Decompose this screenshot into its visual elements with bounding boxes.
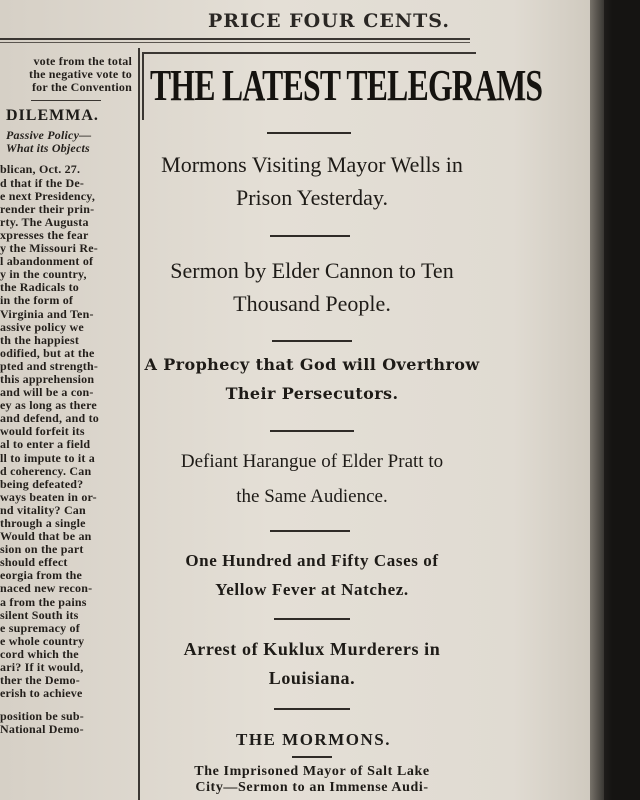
- deck-rule: [270, 530, 350, 532]
- main-headline: THE LATEST TELEGRAMS: [150, 61, 543, 110]
- left-body-line: should effect: [0, 555, 68, 570]
- deck-4-line: the Same Audience.: [236, 486, 388, 507]
- left-body-line: y in the country,: [0, 267, 87, 282]
- left-body-line: Would that be an: [0, 529, 92, 544]
- left-subtitle-line: Passive Policy—: [6, 128, 92, 143]
- left-body-line: pted and strength-: [0, 358, 99, 373]
- left-body-line: and defend, and to: [0, 411, 99, 426]
- left-body-line: Virginia and Ten-: [0, 306, 94, 321]
- deck-3-line: Their Persecutors.: [225, 384, 399, 403]
- deck-rule: [270, 430, 354, 432]
- left-column: [0, 55, 132, 800]
- deck-6-line: Louisiana.: [268, 668, 356, 688]
- deck-2-line: Sermon by Elder Cannon to Ten: [170, 258, 454, 283]
- left-body-line: position be sub-: [0, 709, 84, 724]
- deck-4: [142, 444, 482, 514]
- deck-rule: [274, 708, 350, 710]
- left-body-line: ey as long as there: [0, 398, 97, 413]
- section-deck-line: City—Sermon to an Immense Audi-: [195, 780, 429, 795]
- left-body-line: ther the Demo-: [0, 673, 80, 688]
- left-body-line: and will be a con-: [0, 385, 94, 400]
- masthead-rule-thin: [0, 42, 470, 43]
- section-deck: [142, 764, 482, 796]
- left-body-line: erish to achieve: [0, 686, 83, 701]
- deck-4-line: Defiant Harangue of Elder Pratt to: [180, 451, 444, 472]
- left-body-line: sion on the part: [0, 542, 84, 557]
- left-body-line: naced new recon-: [0, 581, 93, 596]
- section-deck-line: The Imprisoned Mayor of Salt Lake: [194, 764, 430, 779]
- left-body-line: in the form of: [0, 293, 74, 308]
- left-body-line: through a single: [0, 516, 86, 530]
- left-body-line: e whole country: [0, 633, 85, 648]
- deck-rule: [267, 132, 351, 134]
- left-body-line: this apprehension: [0, 371, 95, 386]
- left-body-line: silent South its: [0, 607, 79, 622]
- left-body-line: nd vitality? Can: [0, 502, 86, 517]
- deck-3: [142, 350, 482, 408]
- masthead-rule: [0, 38, 470, 40]
- left-body-line: blican, Oct. 27.: [0, 162, 81, 177]
- deck-2-line: Thousand People.: [233, 291, 391, 316]
- left-body-line: eorgia from the: [0, 568, 83, 583]
- deck-3-line: A Prophecy that God will Overthrow: [144, 355, 480, 374]
- left-body-line: assive policy we: [0, 319, 84, 334]
- left-body-line: xpresses the fear: [0, 227, 89, 242]
- column-rule: [138, 48, 140, 800]
- left-top-line: vote from the total: [33, 55, 132, 68]
- price-line: PRICE FOUR CENTS.: [208, 10, 450, 32]
- left-body-line: d coherency. Can: [0, 463, 92, 478]
- left-top-line: the negative vote to: [29, 67, 132, 82]
- left-body-line: l abandonment of: [0, 254, 94, 269]
- deck-rule: [270, 235, 350, 237]
- left-body-line: e next Presidency,: [0, 188, 96, 203]
- deck-5: [142, 546, 482, 604]
- left-body-line: d that if the De-: [0, 175, 85, 190]
- left-body-line: ways beaten in or-: [0, 489, 97, 504]
- deck-5-line: Yellow Fever at Natchez.: [215, 580, 409, 599]
- section-rule: [292, 756, 332, 758]
- deck-5-line: One Hundred and Fifty Cases of: [185, 551, 439, 570]
- left-body-line: rty. The Augusta: [0, 214, 89, 229]
- left-body-line: a from the pains: [0, 594, 87, 609]
- left-body-line: y the Missouri Re-: [0, 241, 98, 256]
- page-edge-shadow: [590, 0, 640, 800]
- deck-rule: [274, 618, 350, 620]
- deck-1: [142, 148, 482, 214]
- section-title: THE MORMONS.: [236, 730, 391, 749]
- left-rule: [31, 100, 101, 101]
- left-body-line: cord which the: [0, 646, 79, 661]
- left-body-line: would forfeit its: [0, 424, 85, 439]
- left-body-line: th the happiest: [0, 332, 80, 347]
- left-body-line: National Demo-: [0, 722, 84, 737]
- left-body-line: ll to impute to it a: [0, 450, 95, 465]
- left-body-line: render their prin-: [0, 201, 95, 216]
- left-body-line: al to enter a field: [0, 437, 91, 452]
- deck-2: [142, 254, 482, 320]
- left-body-line: the Radicals to: [0, 280, 79, 295]
- left-body-line: e supremacy of: [0, 620, 80, 635]
- left-article-title: DILEMMA.: [6, 107, 99, 125]
- left-article-body: [0, 163, 132, 736]
- left-body-line: ari? If it would,: [0, 660, 84, 675]
- left-body-line: odified, but at the: [0, 345, 95, 360]
- deck-6-line: Arrest of Kuklux Murderers in: [183, 639, 441, 659]
- left-body-line: being defeated?: [0, 476, 84, 491]
- deck-1-line: Mormons Visiting Mayor Wells in: [161, 152, 463, 177]
- deck-rule: [272, 340, 352, 342]
- left-top-line: for the Convention: [31, 80, 132, 95]
- left-subtitle-line: What its Objects: [6, 141, 90, 156]
- deck-6: [142, 635, 482, 693]
- deck-1-line: Prison Yesterday.: [236, 185, 388, 210]
